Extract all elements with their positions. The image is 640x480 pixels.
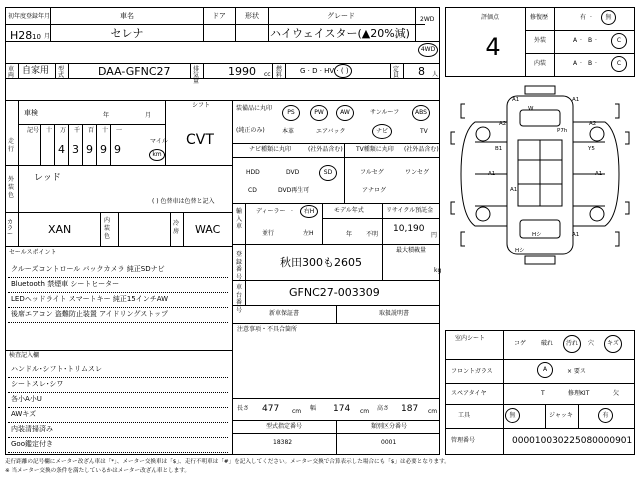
mileage-digit: 9 — [100, 143, 107, 156]
class-cert-value: 0001 — [381, 439, 397, 446]
tools-label: 工具 — [458, 412, 471, 419]
divider — [525, 53, 635, 54]
divider — [165, 100, 166, 165]
seat-option-circled: 汚れ — [563, 335, 581, 353]
displacement-label: 排気量 — [193, 66, 200, 85]
recycle-value: 10,190 — [393, 224, 425, 234]
manage-number: 000010030225080000901 — [512, 436, 633, 446]
divider — [285, 63, 286, 78]
drive-2wd: 2WD — [420, 16, 435, 23]
equipment-item-circled: PW — [310, 105, 328, 121]
cc-unit: cc — [264, 71, 271, 78]
sales-point-line: クルーズコントロール バックカメラ 純正SDナビ — [11, 265, 165, 273]
divider — [268, 7, 269, 41]
km-circle: km — [149, 149, 165, 161]
divider — [232, 433, 440, 434]
width-label: 幅 — [310, 405, 317, 412]
interior-label: 内装色 — [104, 217, 111, 240]
repair-label: 修復歴 — [530, 14, 549, 21]
repair-option-yes: 有 — [580, 14, 587, 21]
class-cert-label: 類別区分番号 — [371, 423, 408, 430]
divider — [445, 383, 635, 384]
shape-label: 形状 — [245, 12, 259, 20]
divider — [100, 212, 101, 246]
capacity-value: 8 — [418, 65, 425, 78]
divider — [68, 63, 69, 78]
navi-option: DVD — [286, 169, 300, 176]
divider — [382, 244, 383, 280]
jack-yes-circle: 有 — [598, 408, 613, 423]
equipment-sub-label: (純正のみ) — [236, 127, 265, 134]
divider — [82, 124, 83, 165]
divider — [344, 143, 345, 203]
tv-label: TV種類に丸印 — [356, 146, 394, 153]
grade-abc-sep: · — [595, 60, 597, 67]
navi-option: DVD再生可 — [278, 187, 310, 194]
divider — [5, 246, 232, 247]
ac-label: 冷房 — [173, 220, 180, 235]
height-label: 高さ — [377, 405, 390, 412]
equipment-item: 本革 — [282, 128, 295, 135]
divider — [118, 212, 119, 246]
new-warranty-label: 新車保証書 — [269, 310, 300, 317]
damage-mark: A1 — [572, 97, 580, 103]
equipment-item-circled: ナビ — [372, 124, 392, 139]
seat-option: コゲ — [514, 340, 527, 347]
damage-mark: Hシ — [532, 232, 542, 238]
shift-value: CVT — [186, 132, 214, 148]
inspection-month-unit: 月 — [145, 112, 152, 119]
divider — [203, 63, 204, 78]
car-damage-diagram — [445, 82, 635, 267]
import-parallel: 並行 — [262, 230, 275, 237]
damage-mark: A2 — [499, 121, 507, 127]
divider — [18, 212, 19, 246]
divider — [578, 404, 579, 428]
chassis-label: 車台番号 — [236, 284, 243, 314]
inspector-note-line: 各小A小U — [11, 395, 42, 403]
divider — [5, 165, 232, 166]
model-year-unit: 年 — [346, 231, 353, 238]
recycle-unit: 円 — [431, 232, 438, 239]
divider — [545, 404, 546, 428]
grade-abc-sep: · — [580, 37, 582, 44]
max-load-unit: kg — [434, 267, 442, 274]
navi-option: CD — [248, 187, 257, 194]
seat-option: 穴 — [588, 340, 595, 347]
damage-mark: A1 — [572, 232, 580, 238]
divider — [232, 323, 440, 324]
fuel-label: 燃料 — [276, 66, 283, 79]
divider — [445, 428, 635, 429]
grade-abc-selected: C — [611, 33, 627, 49]
dotted-rule — [8, 377, 228, 378]
mileage-digit-header: 十 — [46, 127, 53, 134]
seat-option: 破れ — [541, 340, 554, 347]
import-dot: · — [291, 208, 293, 215]
width-unit: cm — [360, 408, 370, 415]
tv-option: フルセグ — [360, 169, 384, 176]
glass-label: フロントガラス — [451, 368, 493, 375]
divider — [5, 41, 440, 42]
damage-mark: P7h — [557, 128, 568, 134]
sales-point-line: Bluetooth 禁煙車 シートヒーター — [11, 280, 120, 288]
spare-label: スペアタイヤ — [451, 390, 487, 397]
damage-mark: A1 — [595, 171, 603, 177]
drive-4wd-circle: 4WD — [418, 43, 438, 57]
divider — [232, 100, 233, 455]
glass-option-bad: × 要ス — [567, 368, 586, 375]
equipment-item: TV — [420, 128, 428, 135]
equipment-item: サンルーフ — [370, 109, 400, 116]
divider — [336, 420, 337, 455]
divider — [96, 124, 97, 165]
divider — [232, 203, 440, 204]
type-cert-label: 型式指定番号 — [266, 423, 303, 430]
repair-no-circle: 無 — [601, 10, 616, 25]
equipment-item-circled: PS — [282, 105, 300, 121]
dotted-rule — [8, 452, 228, 453]
damage-mark: A1 — [488, 171, 496, 177]
dotted-rule — [8, 292, 228, 293]
score-value: 4 — [485, 33, 501, 61]
sales-point-line: LEDヘッドライト スマートキー 純正15インチAW — [11, 295, 169, 303]
divider — [232, 398, 440, 399]
manual-label: 取扱説明書 — [379, 310, 410, 317]
grade-abc-selected: C — [611, 56, 627, 72]
equipment-label: 装備品に丸印 — [236, 105, 273, 112]
mileage-digit-header: 十 — [102, 127, 109, 134]
divider — [18, 100, 19, 165]
mileage-digit-header: 百 — [88, 127, 95, 134]
damage-mark: W — [528, 106, 534, 112]
exterior-label: 外装色 — [8, 176, 15, 199]
fuel-hv-circle — [334, 64, 352, 78]
dotted-rule — [8, 407, 228, 408]
divider — [5, 350, 232, 351]
color-code-label: カラー — [7, 219, 14, 238]
mileage-digit: 3 — [72, 143, 79, 156]
divider — [40, 124, 41, 165]
divider — [54, 124, 55, 165]
repair-sep: · — [590, 14, 592, 21]
divider — [445, 404, 635, 405]
divider — [55, 63, 56, 78]
divider — [322, 218, 440, 219]
person-unit: 人 — [432, 71, 439, 78]
footer-line-1: 走行距離の記号欄にメーター改ざん車は「*」、メーター交換車は「$」、走行不明車は「#」を記入してください。メーター交換で合算表示した場合にも「$」は必要となります。 — [5, 459, 450, 465]
equipment-item: エアバック — [316, 128, 346, 135]
navi-option: HDD — [246, 169, 260, 176]
equipment-item-circled: ABS — [412, 105, 430, 121]
divider — [5, 63, 440, 64]
mile-label: マイル — [150, 138, 168, 145]
mileage-digit-header: 一 — [116, 127, 123, 134]
reg-era-year: H28 — [10, 29, 33, 42]
month-unit: 月 — [44, 33, 51, 40]
type-cert-value: 18382 — [273, 439, 293, 446]
divider — [203, 7, 204, 41]
navi-label: ナビ種類に丸印 — [249, 146, 292, 153]
grade-value: ハイウェイスター(▲20%減) — [270, 27, 410, 40]
model-value: DAA-GFNC27 — [98, 65, 171, 78]
notes-box-label: 注意事項・不具合箇所 — [237, 326, 298, 333]
divider — [5, 78, 440, 79]
divider — [445, 359, 635, 360]
displacement-value: 1990 — [228, 65, 256, 78]
shift-label: シフト — [192, 102, 211, 109]
score-label: 評価点 — [481, 14, 500, 21]
divider — [503, 330, 504, 455]
damage-mark: B1 — [495, 146, 503, 152]
model-label: 型式 — [58, 66, 65, 79]
divider — [68, 124, 69, 165]
dotted-rule — [8, 422, 228, 423]
navi-option-selected: SD — [319, 165, 337, 181]
exterior-grade-label: 外装 — [534, 37, 547, 44]
mileage-digit: 9 — [114, 143, 121, 156]
divider — [245, 203, 246, 244]
divider — [525, 7, 526, 77]
divider — [18, 63, 19, 78]
divider — [525, 30, 635, 31]
model-year-label: モデル年式 — [334, 207, 364, 214]
chassis-number: GFNC27-003309 — [289, 286, 380, 299]
inspector-note-line: 内装清掃済み — [11, 425, 53, 433]
max-load-label: 最大積載量 — [396, 247, 427, 254]
sales-points-label: セールスポイント — [9, 249, 57, 256]
inspection-label: 車検 — [24, 109, 38, 117]
door-label: ドア — [212, 12, 226, 20]
mileage-digit-header: 万 — [60, 127, 67, 134]
grade-abc-option: B — [588, 60, 593, 67]
tv-option: ワンセグ — [405, 169, 430, 176]
divider — [232, 280, 440, 281]
damage-mark: A2 — [589, 121, 597, 127]
grade-label: グレード — [327, 12, 355, 20]
grade-abc-sep: · — [595, 37, 597, 44]
divider — [272, 63, 273, 78]
use-value: 自家用 — [22, 66, 50, 76]
spare-t: T — [541, 390, 545, 397]
spare-kit: 修理KIT — [568, 390, 590, 397]
divider — [5, 100, 440, 101]
equipment-item-circled: AW — [336, 105, 354, 121]
manage-label: 管理番号 — [451, 437, 476, 444]
inspector-note-line: ハンドル･シフト･トリムスレ — [11, 365, 102, 373]
dotted-rule — [8, 307, 228, 308]
plate-number-label: 登録番号 — [236, 251, 243, 281]
exterior-color: レッド — [34, 173, 61, 183]
inspection-year-unit: 年 — [103, 112, 110, 119]
divider — [322, 203, 323, 244]
damage-mark: Hシ — [515, 248, 525, 254]
fuel-options: G · D · HV · ( ) — [300, 67, 349, 75]
inspector-note-line: AWキズ — [11, 410, 37, 418]
damage-mark: Y5 — [588, 146, 595, 152]
plate-number: 秋田300も2605 — [280, 256, 362, 269]
divider — [403, 63, 404, 78]
mileage-digit: 4 — [58, 143, 65, 156]
divider — [390, 63, 391, 78]
dotted-rule — [8, 322, 228, 323]
divider — [232, 244, 440, 245]
reg-month: 10 — [32, 33, 41, 41]
reg-year-label: 初年度登録年月 — [8, 13, 51, 20]
jack-label: ジャッキ — [549, 412, 573, 419]
grade-abc-option: A — [573, 37, 578, 44]
mileage-label: 走行 — [8, 138, 15, 153]
divider — [5, 24, 425, 25]
divider — [170, 212, 171, 246]
sales-point-line: 後席エアコン 盗難防止装置 アイドリングストップ — [11, 310, 169, 318]
divider — [232, 143, 440, 144]
damage-mark: A1 — [512, 97, 520, 103]
digits-note-label: 記号 — [27, 127, 40, 134]
inspector-note-line: Goo鑑定付き — [11, 440, 53, 448]
grade-abc-option: A — [573, 60, 578, 67]
dotted-rule — [8, 437, 228, 438]
divider — [336, 305, 337, 323]
plate-label: 車両 — [8, 66, 15, 79]
divider — [554, 7, 555, 77]
capacity-label: 定員 — [393, 66, 400, 79]
navi-sub-label: (社外品含む) — [308, 146, 343, 153]
divider — [183, 212, 184, 246]
mileage-digit: 9 — [86, 143, 93, 156]
height-unit: cm — [428, 408, 438, 415]
inspector-notes-label: 検査記入欄 — [9, 352, 40, 359]
divider — [18, 165, 19, 212]
model-year-unknown: 不明 — [366, 231, 379, 238]
right-hand-circle: 右H — [300, 205, 318, 218]
footer-line-2: ※ 当メーター交換の条件を満たしているかはメーター改ざん車とします。 — [5, 468, 191, 474]
divider — [235, 7, 236, 41]
seat-label: 室内シート — [455, 335, 486, 342]
tools-none-circle: 無 — [505, 408, 520, 423]
divider — [382, 203, 383, 244]
length-value: 477 — [262, 404, 280, 414]
dotted-rule — [8, 277, 228, 278]
exterior-code: XAN — [48, 223, 72, 236]
divider — [190, 63, 191, 78]
width-value: 174 — [333, 404, 351, 414]
tv-sub-label: (社外品含む) — [404, 146, 439, 153]
tv-option: アナログ — [362, 187, 387, 194]
divider — [50, 7, 51, 41]
interior-grade-label: 内装 — [534, 60, 547, 67]
seat-option-circled: キズ — [604, 335, 622, 353]
glass-a-circle: A — [537, 362, 553, 378]
import-dealer: ディーラー — [256, 208, 286, 215]
divider — [232, 157, 440, 158]
ac-value: WAC — [195, 223, 221, 236]
length-unit: cm — [292, 408, 302, 415]
grade-abc-option: B — [588, 37, 593, 44]
damage-mark: A1 — [510, 187, 518, 193]
height-value: 187 — [401, 404, 419, 414]
divider — [245, 244, 246, 305]
grade-abc-sep: · — [580, 60, 582, 67]
left-hand: 左H — [303, 230, 314, 237]
car-name: セレナ — [110, 27, 144, 40]
inspector-note-line: シートスレ･シワ — [11, 380, 64, 388]
color-change-note: ( ) 色替車は色替と記入 — [152, 198, 215, 205]
divider — [110, 124, 111, 165]
recycle-label: リサイクル預託金 — [386, 207, 434, 214]
import-label: 輸入車 — [236, 208, 243, 230]
mileage-digit-header: 千 — [74, 127, 81, 134]
car-name-label: 車名 — [120, 12, 134, 20]
divider — [415, 7, 416, 41]
length-label: 長さ — [237, 405, 250, 412]
spare-missing: 欠 — [613, 390, 620, 397]
dotted-rule — [8, 392, 228, 393]
